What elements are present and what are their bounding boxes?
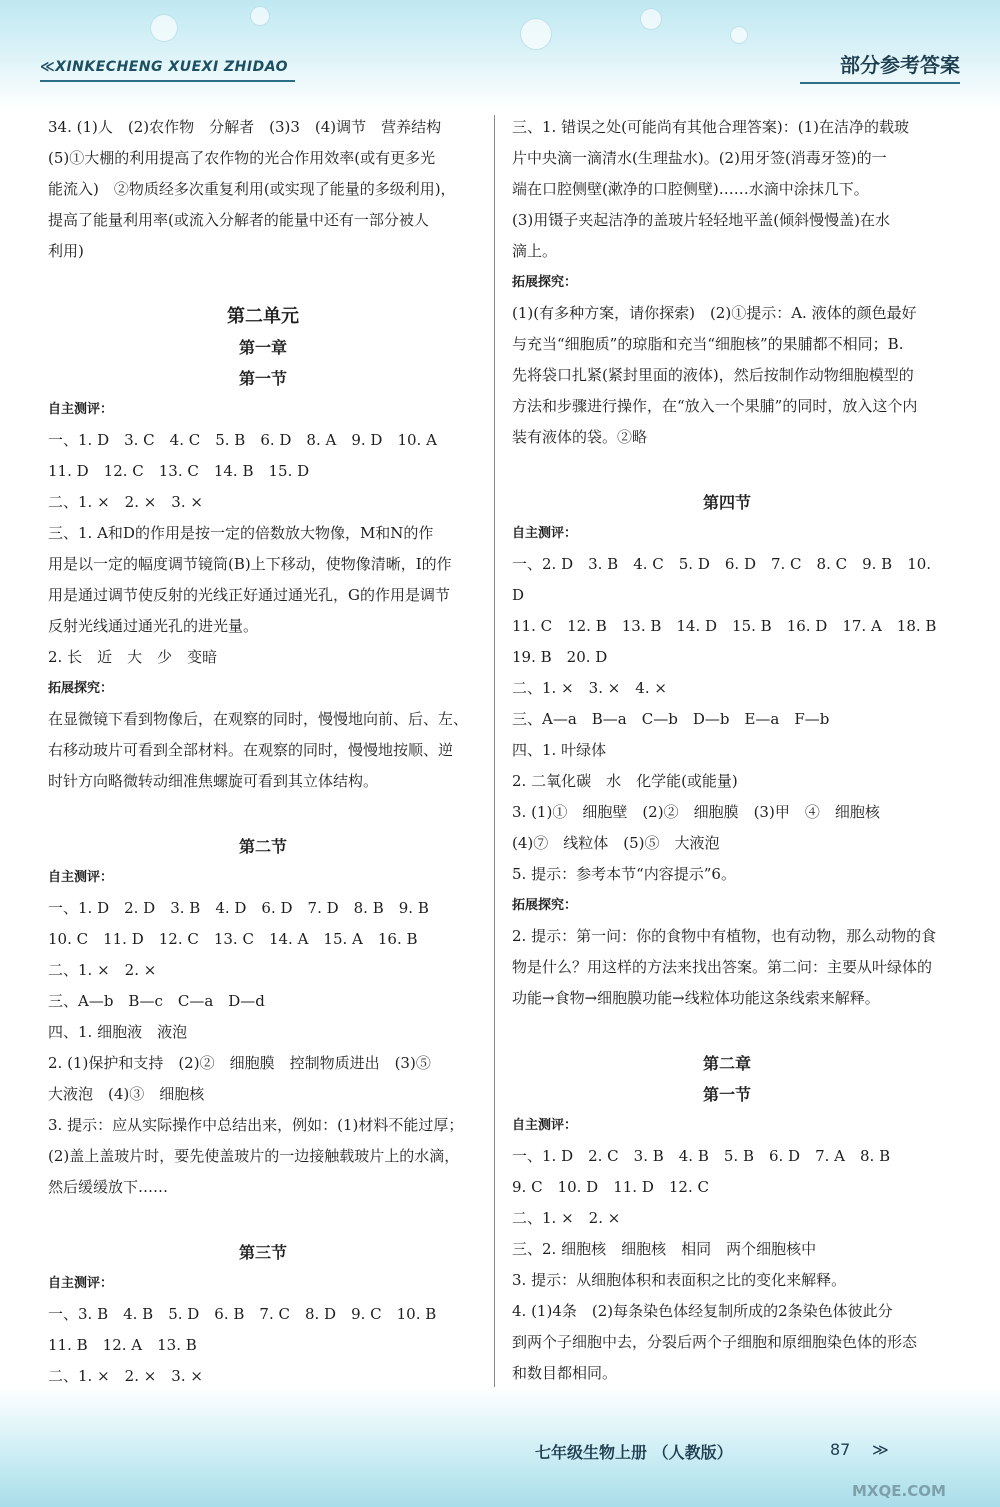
answer-line: 2. 提示：第一问：你的食物中有植物，也有动物，那么动物的食 bbox=[512, 927, 937, 945]
answer-line: 9. C 10. D 11. D 12. C bbox=[512, 1178, 709, 1196]
answer-line: 11. B 12. A 13. B bbox=[48, 1336, 197, 1354]
answer-line: 能流入) ②物质经多次重复利用(或实现了能量的多级利用)， bbox=[48, 180, 456, 198]
decor-bubble bbox=[150, 14, 178, 42]
answer-line: 二、1. × 3. × 4. × bbox=[512, 679, 667, 697]
answer-line: 滴上。 bbox=[512, 242, 558, 260]
answer-line: 一、2. D 3. B 4. C 5. D 6. D 7. C 8. C 9. B 10. D bbox=[512, 555, 936, 604]
answer-line: 2. 二氧化碳 水 化学能(或能量) bbox=[512, 772, 738, 790]
answer-line: 方法和步骤进行操作，在“放入一个果脯”的同时，放入这个内 bbox=[512, 397, 918, 415]
self-test-label: 自主测评： bbox=[48, 1276, 114, 1291]
answer-line: 用是以一定的幅度调节镜筒(B)上下移动，使物像清晰，I的作 bbox=[48, 555, 452, 573]
self-test-label: 自主测评： bbox=[48, 402, 114, 417]
decor-bubble bbox=[520, 18, 552, 50]
spacer bbox=[512, 1014, 942, 1048]
watermark bbox=[842, 1440, 992, 1500]
page-number: 87 bbox=[830, 1440, 851, 1459]
answer-line: 3. 提示：从细胞体积和表面积之比的变化来解释。 bbox=[512, 1271, 847, 1289]
answer-line: 一、1. D 3. C 4. C 5. B 6. D 8. A 9. D 10. A bbox=[48, 431, 437, 449]
section-heading: 第三节 bbox=[238, 1243, 287, 1262]
answer-line: (2)盖上盖玻片时，要先使盖玻片的一边接触载玻片上的水滴， bbox=[48, 1147, 460, 1165]
answer-line: 3. (1)① 细胞壁 (2)② 细胞膜 (3)甲 ④ 细胞核 bbox=[512, 803, 880, 821]
section-title: 部分参考答案 bbox=[800, 50, 960, 84]
answer-line: 物是什么？用这样的方法来找出答案。第二问：主要从叶绿体的 bbox=[512, 958, 933, 976]
unit-title: 第二单元 bbox=[227, 306, 299, 327]
section-heading: 第一节 bbox=[238, 369, 287, 388]
answer-line: 一、1. D 2. D 3. B 4. D 6. D 7. D 8. B 9. B bbox=[48, 899, 429, 917]
answer-line: 三、A—a B—a C—b D—b E—a F—b bbox=[512, 710, 830, 728]
decor-bubble bbox=[250, 6, 270, 26]
answer-line: 提高了能量利用率(或流入分解者的能量中还有一部分被人 bbox=[48, 211, 429, 229]
decor-bubble bbox=[730, 26, 748, 44]
series-name-text: XINKECHENG XUEXI ZHIDAO bbox=[55, 59, 289, 75]
spacer bbox=[48, 267, 478, 301]
self-test-label: 自主测评： bbox=[512, 526, 578, 541]
answer-line: 2. 长 近 大 少 变暗 bbox=[48, 648, 218, 666]
answer-line: 34. (1)人 (2)农作物 分解者 (3)3 (4)调节 营养结构 bbox=[48, 118, 442, 136]
answer-line: 三、2. 细胞核 细胞核 相同 两个细胞核中 bbox=[512, 1240, 817, 1258]
decor-bubble bbox=[640, 8, 662, 30]
answer-line: 二、1. × 2. × bbox=[512, 1209, 621, 1227]
answer-line: 三、1. A和D的作用是按一定的倍数放大物像，M和N的作 bbox=[48, 524, 434, 542]
watermark-url: MXQE.COM bbox=[852, 1482, 946, 1500]
spacer bbox=[48, 797, 478, 831]
section-heading: 第二节 bbox=[238, 837, 287, 856]
explore-label: 拓展探究： bbox=[48, 681, 114, 696]
double-chevron-right-icon: ≫ bbox=[872, 1440, 889, 1459]
answer-line: 与充当“细胞质”的琼脂和充当“细胞核”的果脯都不相同；B. bbox=[512, 335, 904, 353]
answer-line: 装有液体的袋。②略 bbox=[512, 428, 648, 446]
answer-line: 4. (1)4条 (2)每条染色体经复制所成的2条染色体彼此分 bbox=[512, 1302, 893, 1320]
answer-line: (5)①大棚的利用提高了农作物的光合作用效率(或有更多光 bbox=[48, 149, 436, 167]
chapter-title: 第二章 bbox=[702, 1054, 751, 1073]
answer-line: 功能→食物→细胞膜功能→线粒体功能这条线索来解释。 bbox=[512, 989, 880, 1007]
answer-line: (3)用镊子夹起洁净的盖玻片轻轻地平盖(倾斜慢慢盖)在水 bbox=[512, 211, 890, 229]
answer-line: 二、1. × 2. × 3. × bbox=[48, 1367, 203, 1385]
answer-line: 时针方向略微转动细准焦螺旋可看到其立体结构。 bbox=[48, 772, 379, 790]
answer-line: 二、1. × 2. × 3. × bbox=[48, 493, 203, 511]
spacer bbox=[48, 1203, 478, 1237]
answer-line: 利用) bbox=[48, 242, 84, 260]
right-column bbox=[512, 112, 942, 1420]
answer-line: 在显微镜下看到物像后，在观察的同时，慢慢地向前、后、左、 bbox=[48, 710, 469, 728]
answer-line: 10. C 11. D 12. C 13. C 14. A 15. A 16. B bbox=[48, 930, 418, 948]
answer-line: 反射光线通过通光孔的进光量。 bbox=[48, 617, 259, 635]
answer-line: 三、A—b B—c C—a D—d bbox=[48, 992, 265, 1010]
answer-line: 大液泡 (4)③ 细胞核 bbox=[48, 1085, 205, 1103]
answer-line: 四、1. 细胞液 液泡 bbox=[48, 1023, 188, 1041]
answer-line: 端在口腔侧壁(漱净的口腔侧壁)……水滴中涂抹几下。 bbox=[512, 180, 869, 198]
book-title: 七年级生物上册 （人教版） bbox=[535, 1443, 733, 1462]
answer-line: 三、1. 错误之处(可能尚有其他合理答案)：(1)在洁净的载玻 bbox=[512, 118, 910, 136]
answer-line: 2. (1)保护和支持 (2)② 细胞膜 控制物质进出 (3)⑤ bbox=[48, 1054, 431, 1072]
answer-line: 5. 提示：参考本节“内容提示”6。 bbox=[512, 865, 736, 883]
answer-line: 一、1. D 2. C 3. B 4. B 5. B 6. D 7. A 8. B bbox=[512, 1147, 891, 1165]
section-heading: 第四节 bbox=[702, 493, 751, 512]
answer-line: (1)(有多种方案，请你探索) (2)①提示：A. 液体的颜色最好 bbox=[512, 304, 917, 322]
answer-line: 二、1. × 2. × bbox=[48, 961, 157, 979]
section-heading: 第一节 bbox=[702, 1085, 751, 1104]
answer-line: 到两个子细胞中去，分裂后两个子细胞和原细胞染色体的形态 bbox=[512, 1333, 918, 1351]
self-test-label: 自主测评： bbox=[48, 870, 114, 885]
answer-line: 11. C 12. B 13. B 14. D 15. B 16. D 17. A 18. B bbox=[512, 617, 937, 635]
answer-line: 和数目都相同。 bbox=[512, 1364, 618, 1382]
answer-line: (4)⑦ 线粒体 (5)⑤ 大液泡 bbox=[512, 834, 720, 852]
double-chevron-left-icon: ≪ bbox=[40, 59, 56, 75]
series-name bbox=[40, 54, 295, 82]
spacer bbox=[512, 453, 942, 487]
answer-line: 右移动玻片可看到全部材料。在观察的同时，慢慢地按顺、逆 bbox=[48, 741, 454, 759]
chapter-title: 第一章 bbox=[238, 338, 287, 357]
answer-line: 片中央滴一滴清水(生理盐水)。(2)用牙签(消毒牙签)的一 bbox=[512, 149, 887, 167]
answer-line: 先将袋口扎紧(紧封里面的液体)，然后按制作动物细胞模型的 bbox=[512, 366, 914, 384]
answer-line: 用是通过调节使反射的光线正好通过通光孔，G的作用是调节 bbox=[48, 586, 450, 604]
answer-line: 3. 提示：应从实际操作中总结出来，例如：(1)材料不能过厚； bbox=[48, 1116, 464, 1134]
answer-line: 19. B 20. D bbox=[512, 648, 608, 666]
column-divider bbox=[494, 115, 495, 1400]
explore-label: 拓展探究： bbox=[512, 898, 578, 913]
answer-line: 四、1. 叶绿体 bbox=[512, 741, 607, 759]
answer-line: 一、3. B 4. B 5. D 6. B 7. C 8. D 9. C 10. B bbox=[48, 1305, 437, 1323]
self-test-label: 自主测评： bbox=[512, 1118, 578, 1133]
explore-label: 拓展探究： bbox=[512, 275, 578, 290]
answer-line: 11. D 12. C 13. C 14. B 15. D bbox=[48, 462, 310, 480]
left-column bbox=[48, 112, 478, 1392]
answer-line: 然后缓缓放下…… bbox=[48, 1178, 169, 1196]
